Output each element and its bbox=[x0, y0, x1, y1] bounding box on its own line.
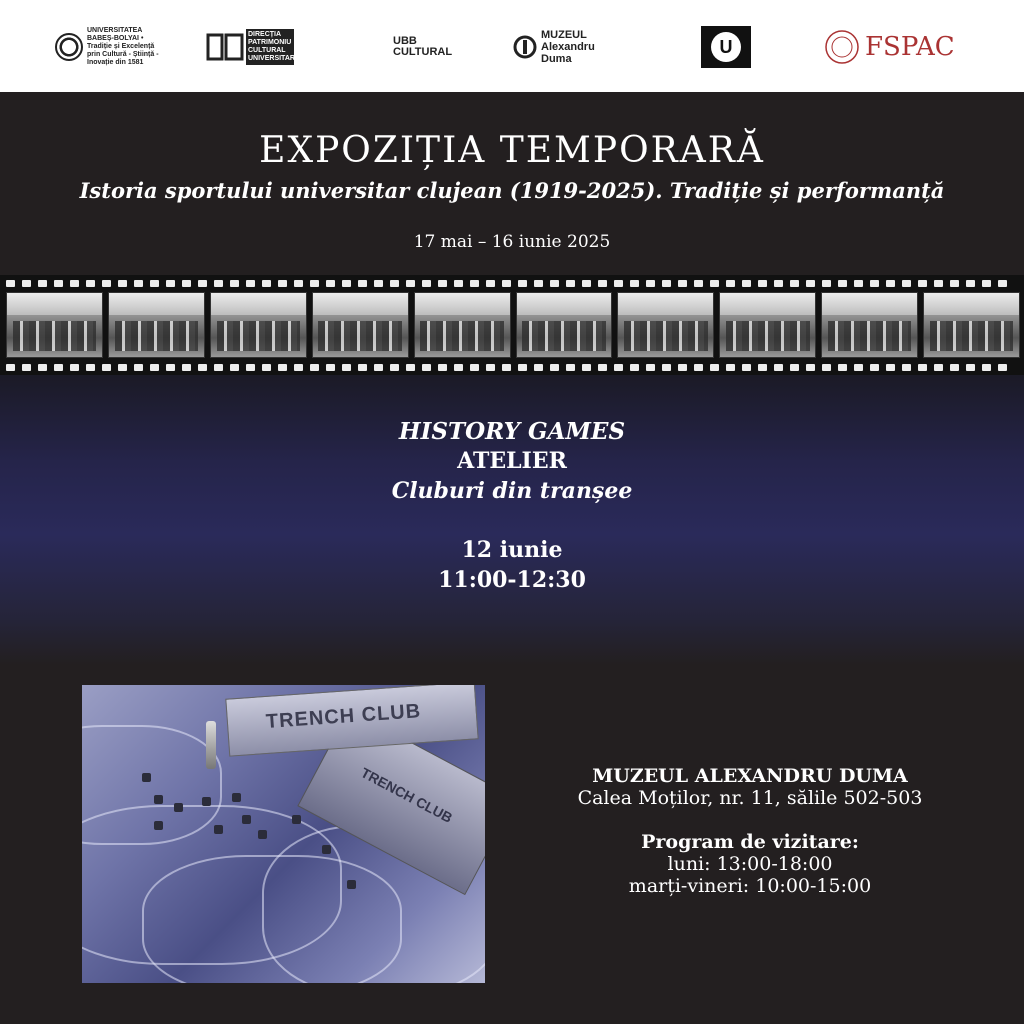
photo-background bbox=[109, 293, 204, 315]
museum-logo-icon bbox=[512, 34, 538, 60]
historical-photo-frame bbox=[923, 292, 1020, 358]
film-perforation bbox=[678, 280, 687, 287]
photo-figures bbox=[318, 321, 402, 351]
film-perforation bbox=[230, 280, 239, 287]
film-perforation bbox=[38, 364, 47, 371]
film-perforation bbox=[870, 364, 879, 371]
historical-photo-frame bbox=[414, 292, 511, 358]
film-perforation bbox=[646, 280, 655, 287]
film-perforation bbox=[934, 280, 943, 287]
film-perforation bbox=[822, 280, 831, 287]
photo-background bbox=[618, 293, 713, 315]
film-perforation bbox=[950, 364, 959, 371]
exhibition-title: EXPOZIȚIA TEMPORARĂ bbox=[259, 130, 765, 171]
film-perforation bbox=[486, 280, 495, 287]
game-box-side-label: TRENCH CLUB bbox=[358, 764, 456, 826]
game-piece bbox=[202, 797, 211, 806]
film-perforation bbox=[342, 364, 351, 371]
game-piece bbox=[292, 815, 301, 824]
game-piece bbox=[142, 773, 151, 782]
film-perforation bbox=[630, 364, 639, 371]
film-perforation bbox=[198, 364, 207, 371]
film-perforation bbox=[918, 280, 927, 287]
exhibition-header bbox=[0, 92, 1024, 275]
game-piece bbox=[258, 830, 267, 839]
film-perforation bbox=[310, 364, 319, 371]
film-perforation bbox=[134, 280, 143, 287]
film-perforation bbox=[6, 280, 15, 287]
film-perforation bbox=[694, 364, 703, 371]
film-perforation bbox=[182, 280, 191, 287]
film-perforation bbox=[326, 280, 335, 287]
film-perforation bbox=[262, 364, 271, 371]
museum-logo bbox=[512, 22, 625, 72]
film-perforation bbox=[598, 364, 607, 371]
map-contour bbox=[82, 725, 222, 845]
workshop-series: HISTORY GAMES bbox=[398, 418, 626, 445]
film-perforation bbox=[214, 280, 223, 287]
film-perforation bbox=[86, 280, 95, 287]
game-piece bbox=[154, 821, 163, 830]
historical-photo-frame bbox=[821, 292, 918, 358]
university-seal-logo bbox=[55, 22, 165, 72]
film-perforation bbox=[166, 280, 175, 287]
film-perforation bbox=[662, 364, 671, 371]
film-perforation bbox=[854, 364, 863, 371]
photo-figures bbox=[13, 321, 97, 351]
film-perforation bbox=[486, 364, 495, 371]
ubb-cultural-logo bbox=[393, 22, 453, 72]
game-piece bbox=[232, 793, 241, 802]
film-perforation bbox=[406, 364, 415, 371]
film-perforation bbox=[518, 280, 527, 287]
film-perforation bbox=[566, 280, 575, 287]
workshop-date: 12 iunie bbox=[461, 537, 563, 563]
film-perforation bbox=[294, 280, 303, 287]
film-perforation bbox=[966, 280, 975, 287]
film-perforation bbox=[438, 280, 447, 287]
dpcu-logo-text: DIRECȚIA PATRIMONIU CULTURAL UNIVERSITAR bbox=[246, 29, 294, 65]
dpcu-logo-icon bbox=[206, 31, 246, 63]
exhibition-subtitle: Istoria sportului universitar clujean (1919-2025). Tradiție și performanță bbox=[79, 178, 945, 203]
film-perforation bbox=[198, 280, 207, 287]
venue-info bbox=[530, 765, 970, 897]
film-perforation bbox=[694, 280, 703, 287]
game-piece bbox=[154, 795, 163, 804]
film-perforation bbox=[70, 280, 79, 287]
workshop-time: 11:00-12:30 bbox=[438, 567, 586, 593]
university-logo-text: UNIVERSITATEA BABEȘ-BOLYAI • Tradiție și Excelență prin Cultură - Știință - Inovație din 1581 bbox=[87, 27, 159, 66]
film-perforation bbox=[422, 364, 431, 371]
film-perforation bbox=[406, 280, 415, 287]
photo-background bbox=[720, 293, 815, 315]
film-perforation bbox=[54, 364, 63, 371]
photo-background bbox=[313, 293, 408, 315]
film-perforation bbox=[806, 364, 815, 371]
film-perforation bbox=[710, 280, 719, 287]
filmstrip-perforations-bottom bbox=[0, 362, 1024, 372]
film-perforation bbox=[246, 280, 255, 287]
film-perforation bbox=[150, 280, 159, 287]
photo-figures bbox=[828, 321, 912, 351]
film-perforation bbox=[246, 364, 255, 371]
game-piece bbox=[214, 825, 223, 834]
film-perforation bbox=[358, 364, 367, 371]
film-perforation bbox=[390, 364, 399, 371]
photo-figures bbox=[217, 321, 301, 351]
fspac-logo-icon: FSPAC bbox=[865, 32, 955, 62]
film-perforation bbox=[710, 364, 719, 371]
film-perforation bbox=[854, 280, 863, 287]
film-perforation bbox=[870, 280, 879, 287]
exhibition-dates: 17 mai – 16 iunie 2025 bbox=[413, 232, 611, 252]
film-perforation bbox=[790, 364, 799, 371]
photo-background bbox=[7, 293, 102, 315]
ubb-cultural-logo-icon: UBB CULTURAL bbox=[393, 35, 453, 58]
film-perforation bbox=[886, 280, 895, 287]
film-perforation bbox=[742, 364, 751, 371]
historical-photo-frame bbox=[719, 292, 816, 358]
film-perforation bbox=[550, 280, 559, 287]
film-perforation bbox=[998, 364, 1007, 371]
film-perforation bbox=[278, 280, 287, 287]
historical-photo-frame bbox=[516, 292, 613, 358]
film-perforation bbox=[278, 364, 287, 371]
film-perforation bbox=[6, 364, 15, 371]
fspac-logo bbox=[823, 22, 955, 72]
historical-photo-frame bbox=[617, 292, 714, 358]
historical-photo-frame bbox=[108, 292, 205, 358]
film-perforation bbox=[438, 364, 447, 371]
film-perforation bbox=[598, 280, 607, 287]
film-perforation bbox=[582, 280, 591, 287]
film-perforation bbox=[918, 364, 927, 371]
film-perforation bbox=[230, 364, 239, 371]
photo-background bbox=[924, 293, 1019, 315]
film-perforation bbox=[678, 364, 687, 371]
film-perforation bbox=[422, 280, 431, 287]
film-perforation bbox=[630, 280, 639, 287]
photo-figures bbox=[624, 321, 708, 351]
film-perforation bbox=[742, 280, 751, 287]
film-perforation bbox=[534, 280, 543, 287]
venue-address: Calea Moților, nr. 11, sălile 502-503 bbox=[577, 787, 923, 809]
film-perforation bbox=[310, 280, 319, 287]
partner-logos-strip bbox=[0, 0, 1024, 92]
film-perforation bbox=[774, 364, 783, 371]
film-perforation bbox=[886, 364, 895, 371]
historical-photo-frame bbox=[210, 292, 307, 358]
film-perforation bbox=[118, 364, 127, 371]
film-perforation bbox=[150, 364, 159, 371]
game-piece bbox=[242, 815, 251, 824]
game-box-lid bbox=[225, 685, 478, 757]
board-game-photo bbox=[82, 685, 485, 983]
photo-background bbox=[211, 293, 306, 315]
film-perforation bbox=[566, 364, 575, 371]
film-perforation bbox=[502, 280, 511, 287]
film-perforation bbox=[790, 280, 799, 287]
filmstrip-frames bbox=[6, 292, 1020, 358]
film-perforation bbox=[550, 364, 559, 371]
dpcu-logo bbox=[206, 22, 294, 72]
film-perforation bbox=[470, 364, 479, 371]
u-club-logo-letter: U bbox=[711, 32, 741, 62]
film-perforation bbox=[838, 280, 847, 287]
film-perforation bbox=[454, 364, 463, 371]
film-perforation bbox=[38, 280, 47, 287]
film-perforation bbox=[582, 364, 591, 371]
film-perforation bbox=[902, 364, 911, 371]
photo-figures bbox=[726, 321, 810, 351]
film-perforation bbox=[342, 280, 351, 287]
film-perforation bbox=[374, 364, 383, 371]
u-club-logo bbox=[701, 22, 751, 72]
film-perforation bbox=[374, 280, 383, 287]
film-perforation bbox=[134, 364, 143, 371]
photo-figures bbox=[930, 321, 1014, 351]
hourglass-icon bbox=[206, 721, 216, 769]
historical-photo-frame bbox=[6, 292, 103, 358]
film-perforation bbox=[22, 280, 31, 287]
workshop-type: ATELIER bbox=[457, 448, 567, 474]
film-perforation bbox=[102, 280, 111, 287]
photo-figures bbox=[420, 321, 504, 351]
workshop-announcement bbox=[0, 375, 1024, 665]
film-perforation bbox=[518, 364, 527, 371]
photo-background bbox=[415, 293, 510, 315]
museum-logo-text: MUZEUL Alexandru Duma bbox=[541, 29, 595, 65]
venue-name: MUZEUL ALEXANDRU DUMA bbox=[592, 765, 908, 787]
game-box-title: TRENCH CLUB bbox=[265, 700, 422, 733]
film-perforation bbox=[214, 364, 223, 371]
photo-figures bbox=[115, 321, 199, 351]
film-perforation bbox=[982, 280, 991, 287]
game-piece bbox=[322, 845, 331, 854]
photo-figures bbox=[522, 321, 606, 351]
film-perforation bbox=[294, 364, 303, 371]
film-perforation bbox=[502, 364, 511, 371]
film-perforation bbox=[950, 280, 959, 287]
film-perforation bbox=[966, 364, 975, 371]
film-perforation bbox=[262, 280, 271, 287]
film-perforation bbox=[758, 280, 767, 287]
film-perforation bbox=[662, 280, 671, 287]
hours-weekdays: marți-vineri: 10:00-15:00 bbox=[628, 875, 872, 897]
visiting-hours-label: Program de vizitare: bbox=[641, 831, 859, 853]
film-perforation bbox=[358, 280, 367, 287]
filmstrip-perforations-top bbox=[0, 278, 1024, 288]
film-perforation bbox=[54, 280, 63, 287]
hours-monday: luni: 13:00-18:00 bbox=[667, 853, 833, 875]
film-perforation bbox=[982, 364, 991, 371]
film-perforation bbox=[646, 364, 655, 371]
fspac-seal-icon bbox=[823, 28, 861, 66]
film-perforation bbox=[806, 280, 815, 287]
film-perforation bbox=[470, 280, 479, 287]
game-piece bbox=[347, 880, 356, 889]
film-perforation bbox=[614, 364, 623, 371]
film-perforation bbox=[726, 364, 735, 371]
photo-filmstrip bbox=[0, 275, 1024, 375]
film-perforation bbox=[390, 280, 399, 287]
film-perforation bbox=[902, 280, 911, 287]
workshop-title: Cluburi din tranșee bbox=[391, 478, 633, 504]
film-perforation bbox=[534, 364, 543, 371]
photo-background bbox=[822, 293, 917, 315]
film-perforation bbox=[758, 364, 767, 371]
film-perforation bbox=[934, 364, 943, 371]
film-perforation bbox=[86, 364, 95, 371]
film-perforation bbox=[118, 280, 127, 287]
university-seal-icon bbox=[55, 33, 83, 61]
photo-background bbox=[517, 293, 612, 315]
film-perforation bbox=[454, 280, 463, 287]
film-perforation bbox=[70, 364, 79, 371]
film-perforation bbox=[22, 364, 31, 371]
historical-photo-frame bbox=[312, 292, 409, 358]
u-club-logo-icon bbox=[701, 26, 751, 68]
film-perforation bbox=[998, 280, 1007, 287]
film-perforation bbox=[838, 364, 847, 371]
film-perforation bbox=[182, 364, 191, 371]
film-perforation bbox=[166, 364, 175, 371]
film-perforation bbox=[726, 280, 735, 287]
film-perforation bbox=[326, 364, 335, 371]
game-piece bbox=[174, 803, 183, 812]
film-perforation bbox=[822, 364, 831, 371]
film-perforation bbox=[614, 280, 623, 287]
film-perforation bbox=[102, 364, 111, 371]
film-perforation bbox=[774, 280, 783, 287]
